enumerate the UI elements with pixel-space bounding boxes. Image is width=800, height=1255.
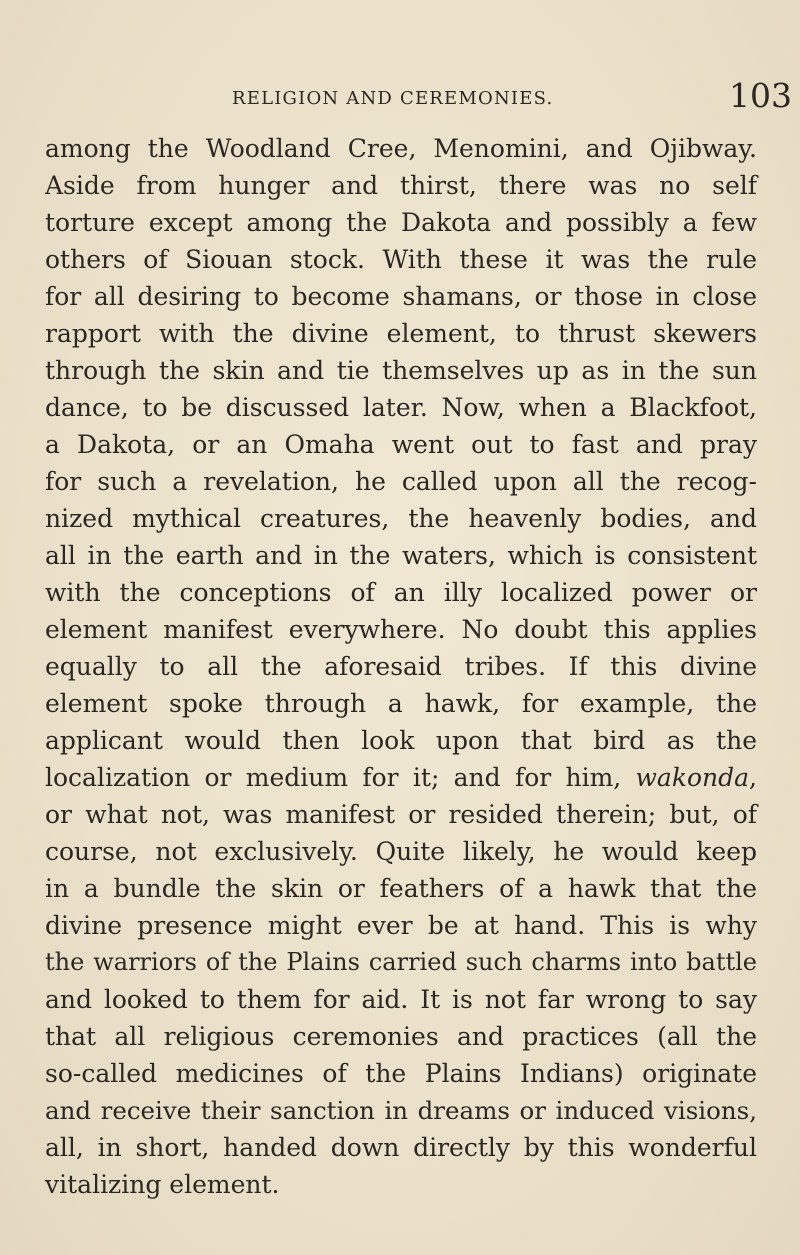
text-line: with the conceptions of an illy localized power or <box>45 578 757 607</box>
text-line: rapport with the divine element, to thrust skewers <box>45 319 757 348</box>
page-number: 103 <box>729 76 792 115</box>
text-line: that all religious ceremonies and practices (all the <box>45 1022 757 1051</box>
text-line: others of Siouan stock. With these it was the rule <box>45 245 757 274</box>
text-line: element manifest everywhere. No doubt this applies <box>45 615 757 644</box>
text-line: or what not, was manifest or resided therein; but, of <box>45 800 757 829</box>
text-line: localization or medium for it; and for him, wakonda, <box>45 763 757 792</box>
text-line: among the Woodland Cree, Menomini, and Ojibway. <box>45 134 757 163</box>
text-line: nized mythical creatures, the heavenly bodies, and <box>45 504 757 533</box>
text-line: dance, to be discussed later. Now, when a Blackfoot, <box>45 393 757 422</box>
text-line: and receive their sanction in dreams or induced visions, <box>45 1096 757 1125</box>
text-line: divine presence might ever be at hand. This is why <box>45 911 757 940</box>
italic-term: wakonda <box>635 763 750 792</box>
text-line: for all desiring to become shamans, or those in close <box>45 282 757 311</box>
text-line: a Dakota, or an Omaha went out to fast and pray <box>45 430 757 459</box>
text-line: applicant would then look upon that bird as the <box>45 726 757 755</box>
text-line: element spoke through a hawk, for example, the <box>45 689 757 718</box>
text-line: in a bundle the skin or feathers of a hawk that the <box>45 874 757 903</box>
text-line: all, in short, handed down directly by this wonderful <box>45 1133 757 1162</box>
text-line: through the skin and tie themselves up as in the sun <box>45 356 757 385</box>
text-line: all in the earth and in the waters, which is consistent <box>45 541 757 570</box>
text-line: torture except among the Dakota and possibly a few <box>45 208 757 237</box>
text-line: the warriors of the Plains carried such charms into battle <box>45 948 757 976</box>
body-paragraph <box>45 130 757 1203</box>
text-line: for such a revelation, he called upon all the recog- <box>45 467 757 496</box>
text-line: equally to all the aforesaid tribes. If this divine <box>45 652 757 681</box>
running-head <box>0 76 800 116</box>
text-line: vitalizing element. <box>45 1170 280 1199</box>
running-title: RELIGION AND CEREMONIES. <box>232 88 554 109</box>
text-line: so-called medicines of the Plains Indians) originate <box>45 1059 757 1088</box>
text-line: and looked to them for aid. It is not far wrong to say <box>45 985 757 1014</box>
text-line: course, not exclusively. Quite likely, he would keep <box>45 837 757 866</box>
text-line: Aside from hunger and thirst, there was no self <box>45 171 757 200</box>
